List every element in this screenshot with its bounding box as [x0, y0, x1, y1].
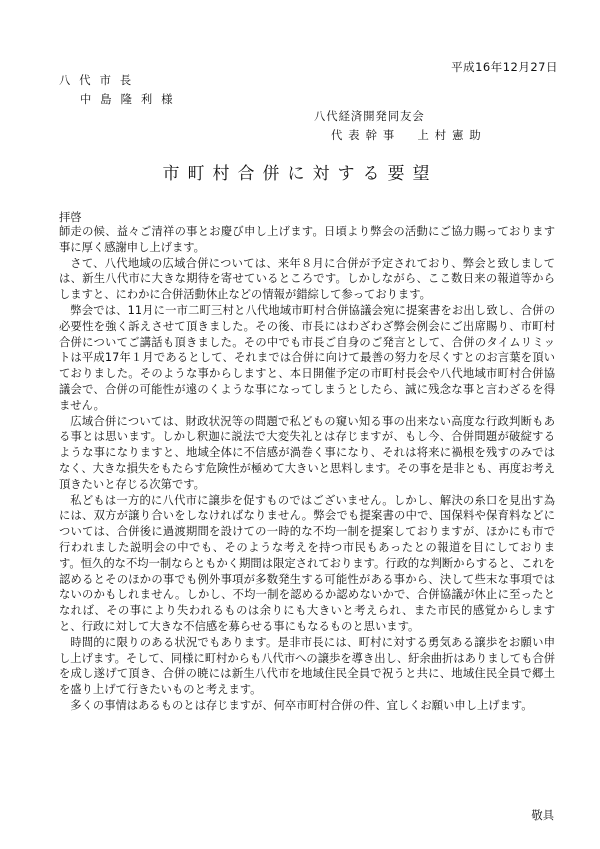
letter-title: 市町村合併に対する要望 — [162, 164, 438, 184]
closing-salutation: 敬具 — [531, 809, 554, 822]
sender-name: 代表幹事 上村憲助 — [331, 129, 487, 142]
addressee-title: 八代市長 — [59, 74, 141, 87]
paragraph-seasonal-greeting: 師走の候、益々ご清祥の事とお慶び申し上げます。日頃より弊会の活動にご協力賜っております事に厚く感謝申し上げます。 — [59, 225, 555, 254]
paragraph-closing-request: 多くの事情はあるものとは存じますが、何卒市町村合併の件、宜しくお願い申し上げます。 — [70, 698, 533, 712]
paragraph-request: 時間的に限りのある状況でもあります。是非市長には、町村に対する勇気ある譲歩をお願い申し上げます。そして、同様に町村からも八代市への譲歩を導き出し、紆余曲折はありましても合併を成し遂げて頂き、合併の暁には新生八代市を地域住民全員で祝うと共に、地域住民全員で郷土を盛り上げて行きたいものと考えます。 — [59, 635, 555, 697]
paragraph-background: さて、八代地域の広域合併については、来年８月に合併が予定されており、弊会と致しましては、新生八代市に大きな期待を寄せているところです。しかしながら、ここ数日来の報道等からしますと、にわかに合併活動休止などの情報が錯綜して参っております。 — [59, 256, 555, 302]
paragraph-proposal-history: 弊会では、11月に一市二町三村と八代地域市町村合併協議会宛に提案書をお出し致し、合併の必要性を強く訴えさせて頂きました。その後、市長にはわざわざ弊会例会にご出席賜り、市町村合併についてご講話も頂きました。その中でも市長ご自身のご発言として、合併のタイムリミットは平成17年１月であるとして、それまでは合併に向けて最善の努力を尽くすとのお言葉を頂いておりました。そのような事からしますと、本日開催予定の市町村長会や八代地域市町村合併協議会で、合併の可能性が遠のくような事になってしまうとしたら、誠に残念な事と言わざるを得ません。 — [59, 303, 555, 412]
opening-greeting: 拝啓 — [59, 211, 82, 224]
paragraph-risk: 広域合併については、財政状況等の問題で私どもの窺い知る事の出来ない高度な行政判断もある事とは思います。しかし釈迦に説法で大変失礼とは存じますが、もし今、合併問題が破綻するような事になりますと、地域全体に不信感が渦巻く事になり、それは将来に禍根を残すのみではなく、大きな損失をもたらす危険性が極めて大きいと思料します。その事を是非とも、再度お考え頂きたいと存じる次第です。 — [59, 414, 555, 491]
letter-body — [59, 224, 555, 714]
letter-date: 平成16年12月27日 — [451, 60, 558, 74]
paragraph-compromise: 私どもは一方的に八代市に譲歩を促すものではございません。しかし、解決の糸口を見出す為には、双方が譲り合いをしなければなりません。弊会でも提案書の中で、国保料や保育料などについては、合併後に過渡期間を設けての一時的な不均一制を提案しておりますが、ほかにも市で行われました説明会の中でも、そのような考えを持つ市民もあったとの報道を目にしております。恒久的な不均一制ならともかく期間は限定されております。行政的な判断からすると、これを認めるとそのほかの事でも例外事項が多数発生する可能性がある事から、決して些末な事項ではないのかもしれません。しかし、不均一制を認めるか認めないかで、合併協議が休止に至ったとなれば、その事により失われるものは余りにも大きいと考えられ、また市民的感覚からしますと、行政に対して大きな不信感を募らせる事にもなるものと思います。 — [59, 493, 555, 633]
addressee-name: 中島隆利様 — [80, 93, 182, 106]
sender-organization: 八代経済開発同友会 — [314, 110, 425, 123]
